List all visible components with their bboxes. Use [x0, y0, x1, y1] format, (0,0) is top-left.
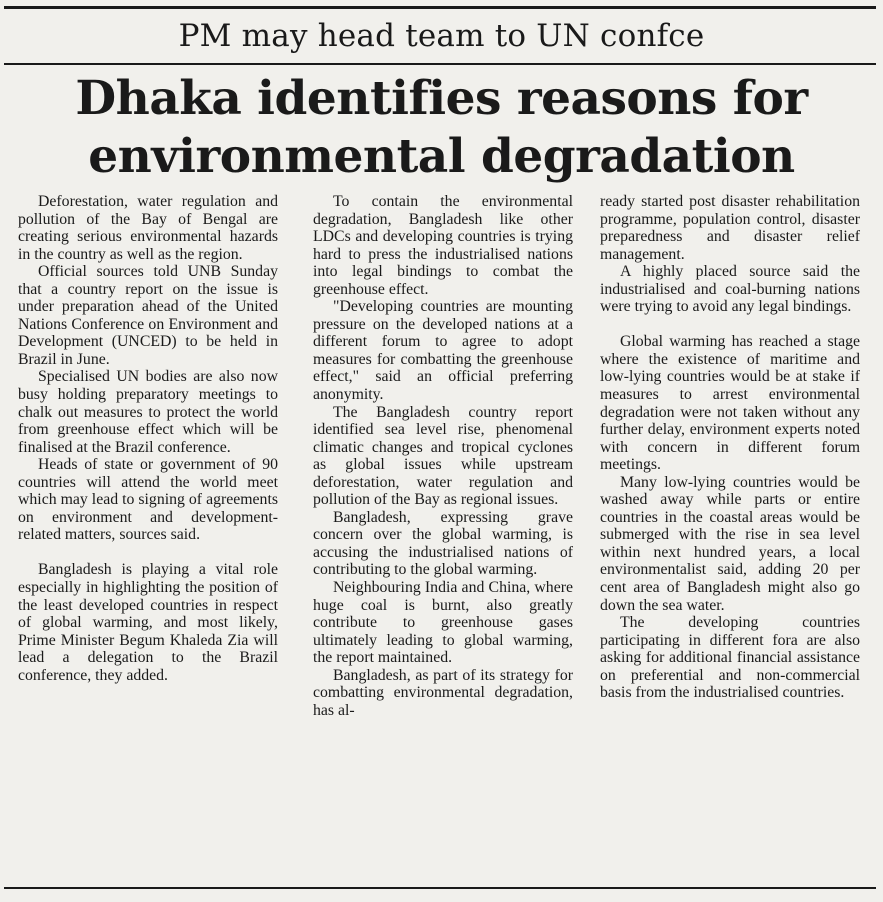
paragraph: "Developing countries are mounting pressure on the developed nations at a different forum to agree to adopt measures for combatting the greenhouse effect," said an official preferring anonymity. [313, 298, 573, 404]
top-rule [4, 6, 876, 9]
main-headline: Dhaka identifies reasons for environmental degradation [75, 71, 808, 184]
paragraph: Bangladesh is playing a vital role especially in highlighting the position of the least developed countries in respect of global warming, and most likely, Prime Minister Begum Khaleda Zia will lead a delegation to the Brazil conference, they added. [18, 561, 278, 684]
paragraph: The Bangladesh country report identified sea level rise, phenomenal climatic changes and tropical cyclones as global issues while upstream deforestation, water regulation and pollution of the Bay as regional issues. [313, 403, 573, 509]
paragraph: To contain the environmental degradation, Bangladesh like other LDCs and developing countries is trying hard to press the industrialised nations into legal bindings to combat the greenhouse effect. [313, 193, 573, 298]
paragraph: A highly placed source said the industrialised and coal-burning nations were trying to avoid any legal bindings. [600, 263, 860, 316]
paragraph: Bangladesh, expressing grave concern over the global warming, is accusing the industrialised nations of contributing to the global warming. [313, 508, 573, 579]
paragraph: Heads of state or government of 90 countries will attend the world meet which may lead to signing of agreements on environment and development-related matters, sources said. [18, 456, 278, 544]
paragraph: Deforestation, water regulation and pollution of the Bay of Bengal are creating serious environmental hazards in the country as well as the region. [18, 193, 278, 263]
paragraph: ready started post disaster rehabilitation programme, population control, disaster preparedness and disaster relief management. [600, 193, 860, 263]
kicker-rule [4, 63, 876, 65]
paragraph: Neighbouring India and China, where huge coal is burnt, also greatly contribute to greenhouse gases ultimately leading to global warming, the report maintained. [313, 579, 573, 667]
paragraph: The developing countries participating in different fora are also asking for additional financial assistance on preferential and non-commercial basis from the industrialised countries. [600, 614, 860, 702]
bottom-rule [4, 887, 876, 889]
article-column-1 [18, 193, 278, 684]
paragraph: Specialised UN bodies are also now busy holding preparatory meetings to chalk out measures to protect the world from greenhouse effect which will be finalised at the Brazil conference. [18, 368, 278, 456]
article-column-2 [313, 193, 573, 719]
paragraph: Bangladesh, as part of its strategy for combatting environmental degradation, has al- [313, 666, 573, 719]
paragraph: Official sources told UNB Sunday that a country report on the issue is under preparation ahead of the United Nations Conference on Environment and Development (UNCED) to be held in Brazil in June. [18, 263, 278, 368]
kicker-headline: PM may head team to UN confce [178, 18, 705, 54]
article-column-3 [600, 193, 860, 702]
paragraph: Many low-lying countries would be washed away while parts or entire countries in the coastal areas would be submerged with the rise in sea level within next hundred years, a local environmentalist said, adding 20 per cent area of Bangladesh might also go down the sea water. [600, 473, 860, 614]
paragraph: Global warming has reached a stage where the existence of maritime and low-lying countries would be at stake if measures to arrest environmental degradation were not taken without any further delay, environment experts noted with concern in different forum meetings. [600, 333, 860, 474]
